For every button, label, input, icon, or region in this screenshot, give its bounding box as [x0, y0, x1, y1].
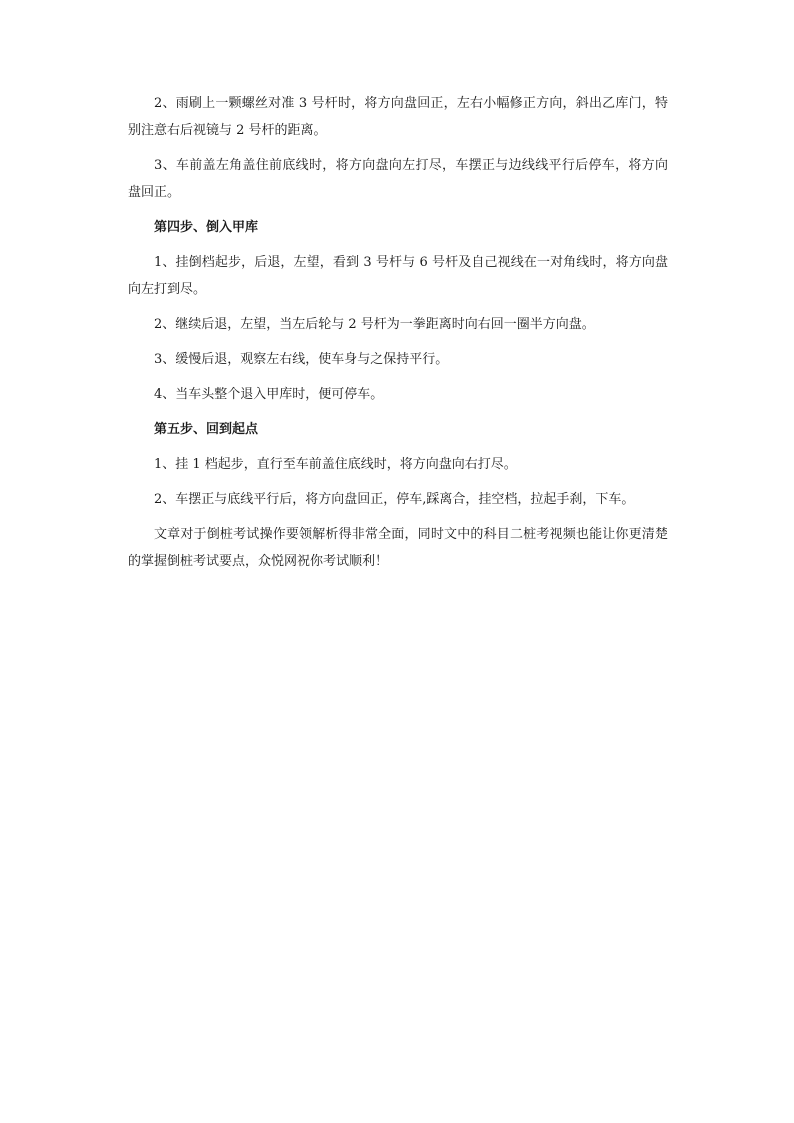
paragraph-step3-item2: 2、雨刷上一颗螺丝对准 3 号杆时，将方向盘回正，左右小幅修正方向，斜出乙库门，特别注意右后视镜与 2 号杆的距离。 — [128, 96, 668, 138]
paragraph-step4-item2: 2、继续后退，左望，当左后轮与 2 号杆为一拳距离时向右回一圈半方向盘。 — [154, 317, 595, 332]
paragraph-step5-item1: 1、挂 1 档起步，直行至车前盖住底线时，将方向盘向右打尽。 — [154, 457, 517, 472]
paragraph-step3-item3: 3、车前盖左角盖住前底线时，将方向盘向左打尽，车摆正与边线线平行后停车，将方向盘回正。 — [128, 158, 668, 200]
section-heading-step5: 第五步、回到起点 — [154, 422, 259, 437]
paragraph-step4-item1: 1、挂倒档起步，后退，左望，看到 3 号杆与 6 号杆及自己视线在一对角线时，将方向盘向左打到尽。 — [128, 255, 668, 297]
section-heading-step4: 第四步、倒入甲库 — [154, 220, 259, 235]
paragraph-conclusion: 文章对于倒桩考试操作要领解析得非常全面，同时文中的科目二桩考视频也能让你更清楚的掌握倒桩考试要点，众悦网祝你考试顺利！ — [128, 527, 668, 569]
paragraph-step5-item2: 2、车摆正与底线平行后，将方向盘回正，停车,踩离合，挂空档，拉起手刹，下车。 — [154, 492, 635, 507]
paragraph-step4-item3: 3、缓慢后退，观察左右线，使车身与之保持平行。 — [154, 352, 449, 367]
document-page — [128, 90, 668, 583]
paragraph-step4-item4: 4、当车头整个退入甲库时，便可停车。 — [154, 387, 384, 402]
